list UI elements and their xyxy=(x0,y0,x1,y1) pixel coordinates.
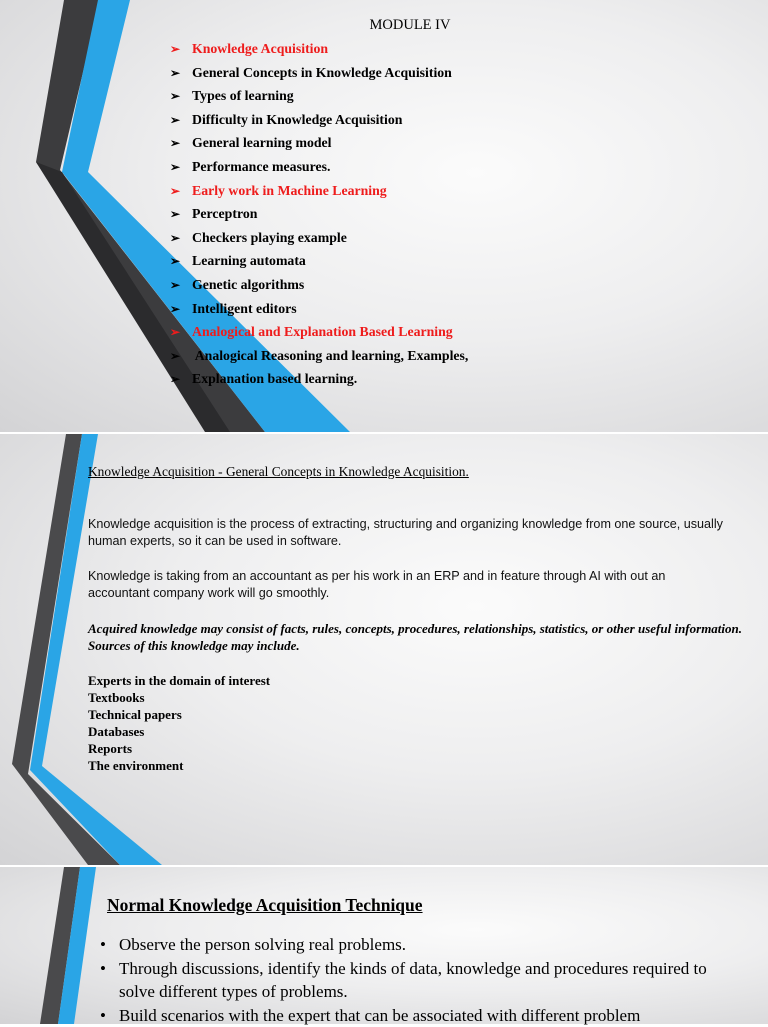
arrow-bullet-icon: ➢ xyxy=(170,348,192,365)
technique-item xyxy=(100,1004,740,1027)
topic-item xyxy=(170,229,468,253)
arrow-bullet-icon: ➢ xyxy=(170,253,192,270)
arrow-bullet-icon: ➢ xyxy=(170,41,192,58)
technique-text: Through discussions, identify the kinds of data, knowledge and procedures required to solve different types of problems. xyxy=(119,959,707,1002)
topic-item xyxy=(170,252,468,276)
topic-item xyxy=(170,370,468,394)
technique-item xyxy=(100,933,740,957)
source-item: The environment xyxy=(88,757,270,774)
topic-label: Checkers playing example xyxy=(192,230,347,245)
topic-label: Learning automata xyxy=(192,253,306,268)
arrow-bullet-icon: ➢ xyxy=(170,65,192,82)
topic-item xyxy=(170,158,468,182)
example-paragraph: Knowledge is taking from an accountant as per his work in an ERP and in feature through AI with out an accountant company work will go smoothly. xyxy=(88,568,728,602)
bullet-dot-icon: • xyxy=(100,933,106,957)
definition-paragraph: Knowledge acquisition is the process of extracting, structuring and organizing knowledge from one source, usually human experts, so it can be used in software. xyxy=(88,516,748,550)
technique-text: Observe the person solving real problems. xyxy=(119,935,406,954)
slide-module-iv xyxy=(0,0,768,432)
topic-item xyxy=(170,182,468,206)
topic-label: General learning model xyxy=(192,135,332,150)
source-item: Databases xyxy=(88,723,270,740)
topic-label: Performance measures. xyxy=(192,159,330,174)
topic-item xyxy=(170,276,468,300)
source-item: Textbooks xyxy=(88,689,270,706)
topic-item xyxy=(170,347,468,371)
topic-item xyxy=(170,300,468,324)
arrow-bullet-icon: ➢ xyxy=(170,277,192,294)
topic-label: Early work in Machine Learning xyxy=(192,183,387,198)
arrow-bullet-icon: ➢ xyxy=(170,371,192,388)
arrow-bullet-icon: ➢ xyxy=(170,159,192,176)
knowledge-sources-list xyxy=(88,672,270,775)
topic-list xyxy=(170,40,468,394)
topic-label: Perceptron xyxy=(192,206,257,221)
arrow-bullet-icon: ➢ xyxy=(170,112,192,129)
arrow-bullet-icon: ➢ xyxy=(170,206,192,223)
sources-intro-paragraph: Acquired knowledge may consist of facts, rules, concepts, procedures, relationships, statistics, or other useful information. Sources of this knowledge may include. xyxy=(88,620,748,654)
topic-label: Types of learning xyxy=(192,88,294,103)
topic-label: Knowledge Acquisition xyxy=(192,41,328,56)
topic-label: Intelligent editors xyxy=(192,301,297,316)
source-item: Technical papers xyxy=(88,706,270,723)
arrow-bullet-icon: ➢ xyxy=(170,88,192,105)
arrow-bullet-icon: ➢ xyxy=(170,324,192,341)
topic-label: Analogical Reasoning and learning, Examples, xyxy=(192,348,468,363)
arrow-bullet-icon: ➢ xyxy=(170,135,192,152)
topic-label: Explanation based learning. xyxy=(192,371,357,386)
technique-bullet-list xyxy=(100,933,740,1027)
topic-item xyxy=(170,64,468,88)
technique-item xyxy=(100,957,740,1004)
arrow-bullet-icon: ➢ xyxy=(170,183,192,200)
topic-label: Difficulty in Knowledge Acquisition xyxy=(192,112,402,127)
topic-label: Genetic algorithms xyxy=(192,277,304,292)
topic-item xyxy=(170,87,468,111)
technique-heading: Normal Knowledge Acquisition Technique xyxy=(107,895,423,916)
module-title: MODULE IV xyxy=(0,17,768,34)
topic-item xyxy=(170,111,468,135)
bullet-dot-icon: • xyxy=(100,957,106,981)
section-heading: Knowledge Acquisition - General Concepts in Knowledge Acquisition. xyxy=(88,464,469,480)
topic-item xyxy=(170,323,468,347)
arrow-bullet-icon: ➢ xyxy=(170,301,192,318)
topic-item xyxy=(170,40,468,64)
source-item: Experts in the domain of interest xyxy=(88,672,270,689)
technique-text: Build scenarios with the expert that can be associated with different problem xyxy=(119,1006,640,1025)
bullet-dot-icon: • xyxy=(100,1004,106,1027)
source-item: Reports xyxy=(88,740,270,757)
topic-item xyxy=(170,205,468,229)
topic-item xyxy=(170,134,468,158)
arrow-bullet-icon: ➢ xyxy=(170,230,192,247)
topic-label: Analogical and Explanation Based Learning xyxy=(192,324,453,339)
topic-label: General Concepts in Knowledge Acquisition xyxy=(192,65,452,80)
